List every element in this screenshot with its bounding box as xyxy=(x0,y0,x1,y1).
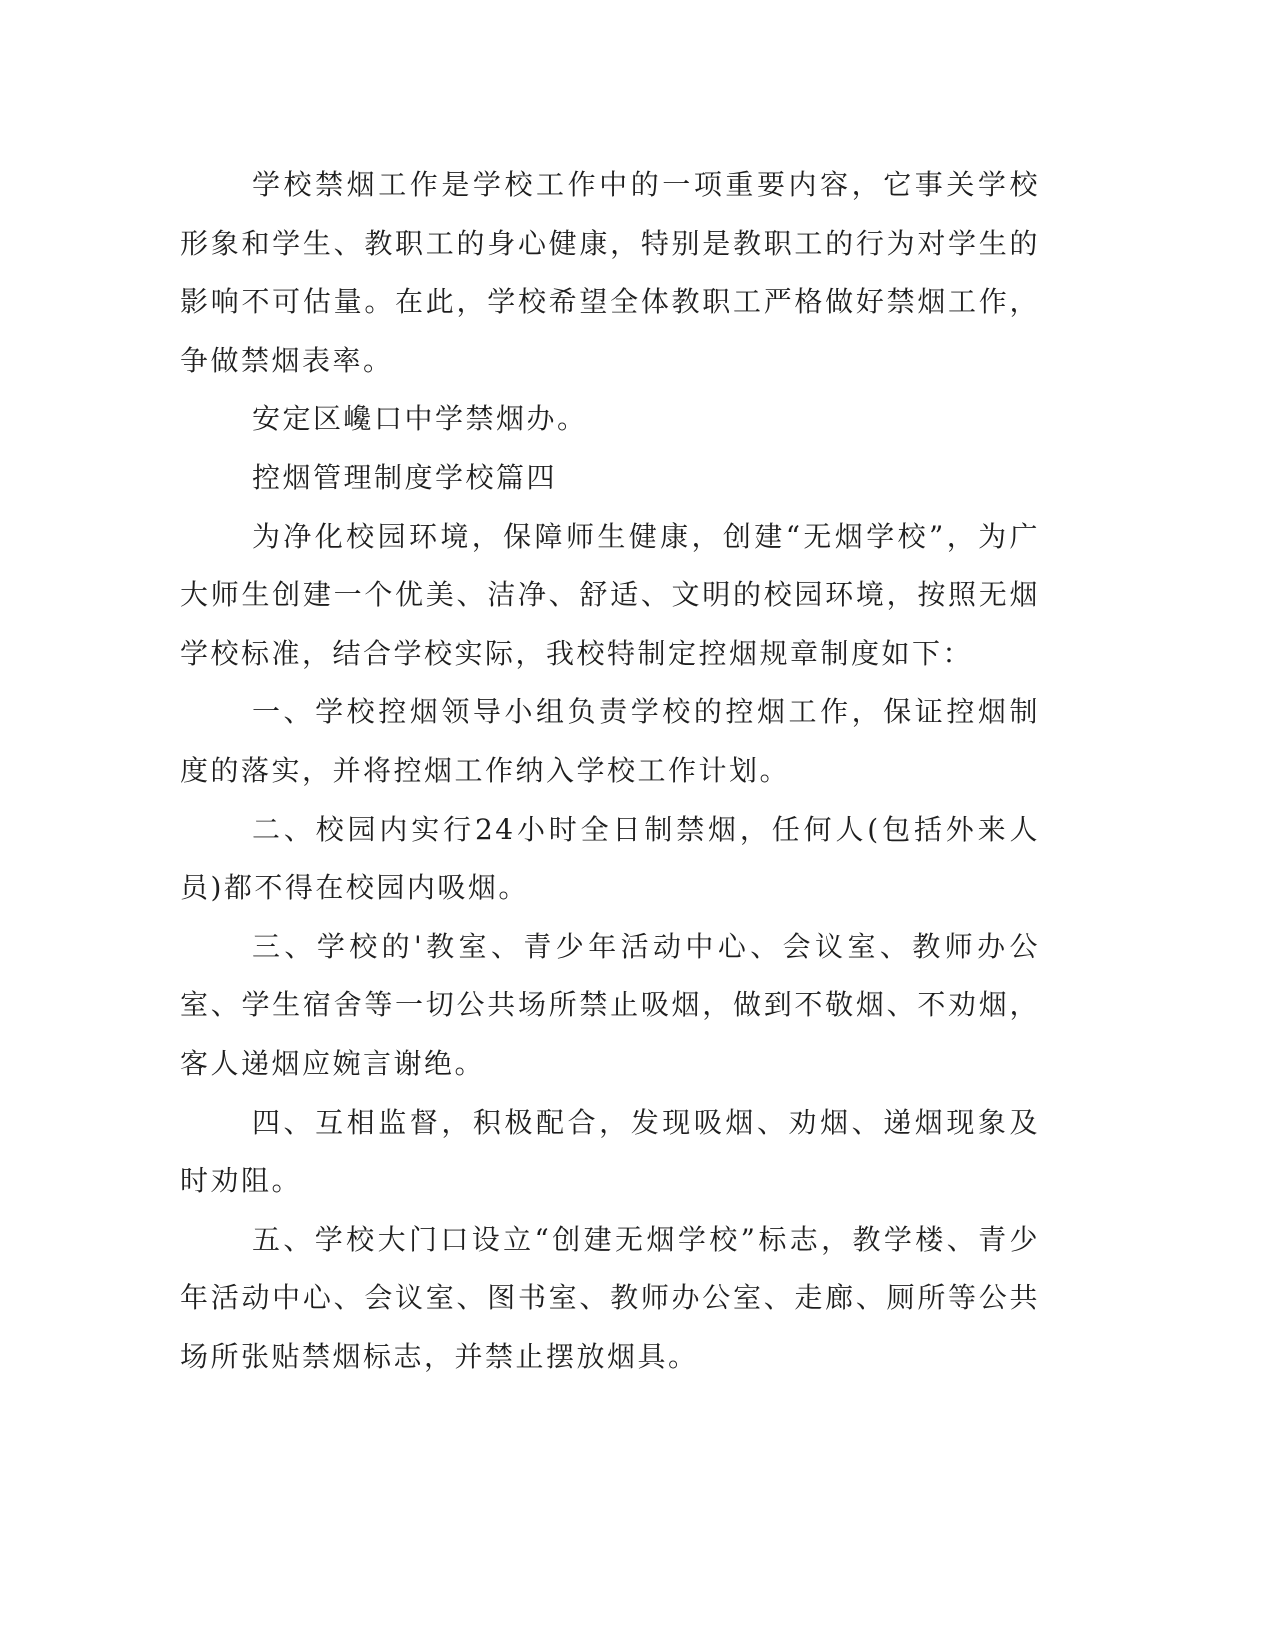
document-body xyxy=(180,156,1040,1386)
rule-item: 五、学校大门口设立“创建无烟学校”标志，教学楼、青少年活动中心、会议室、图书室、教师办公室、走廊、厕所等公共场所张贴禁烟标志，并禁止摆放烟具。 xyxy=(180,1222,1040,1373)
paragraph: 安定区巉口中学禁烟办。 xyxy=(252,402,588,436)
section-heading: 控烟管理制度学校篇四 xyxy=(252,460,558,494)
paragraph: 学校禁烟工作是学校工作中的一项重要内容，它事关学校形象和学生、教职工的身心健康，特别是教职工的行为对学生的影响不可估量。在此，学校希望全体教职工严格做好禁烟工作，争做禁烟表率。 xyxy=(180,168,1040,377)
paragraph: 为净化校园环境，保障师生健康，创建“无烟学校”，为广大师生创建一个优美、洁净、舒适、文明的校园环境，按照无烟学校标准，结合学校实际，我校特制定控烟规章制度如下： xyxy=(180,519,1040,670)
rule-item: 四、互相监督，积极配合，发现吸烟、劝烟、递烟现象及时劝阻。 xyxy=(180,1105,1040,1198)
rule-item: 三、学校的'教室、青少年活动中心、会议室、教师办公室、学生宿舍等一切公共场所禁止吸烟，做到不敬烟、不劝烟，客人递烟应婉言谢绝。 xyxy=(180,929,1040,1080)
rule-item: 二、校园内实行24小时全日制禁烟，任何人(包括外来人员)都不得在校园内吸烟。 xyxy=(180,812,1040,905)
rule-item: 一、学校控烟领导小组负责学校的控烟工作，保证控烟制度的落实，并将控烟工作纳入学校工作计划。 xyxy=(180,695,1040,787)
